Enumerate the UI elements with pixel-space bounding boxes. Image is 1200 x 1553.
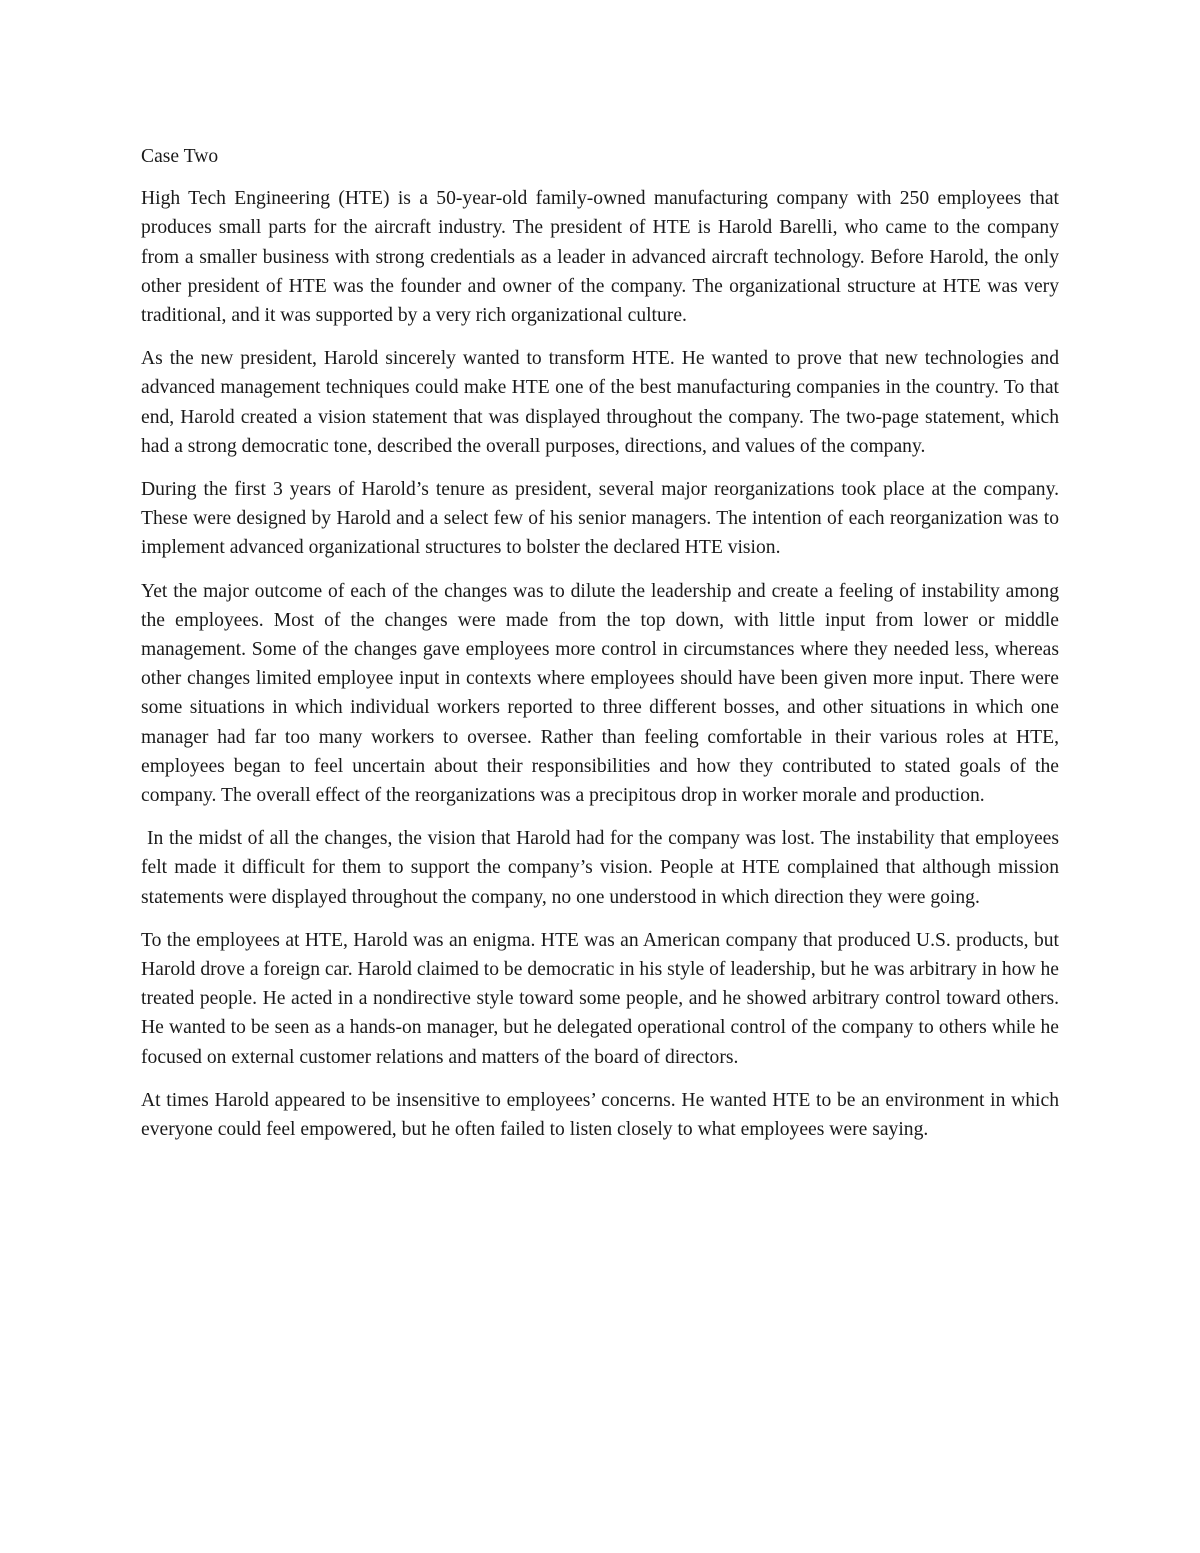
paragraph-1: High Tech Engineering (HTE) is a 50-year-old family-owned manufacturing company with 250 employees that produces small parts for the aircraft industry. The president of HTE is Harold Barelli, who came to the company from a smaller business with strong credentials as a leader in advanced aircraft technology. Before Harold, the only other president of HTE was the founder and owner of the company. The organizational structure at HTE was very traditional, and it was supported by a very rich organizational culture.: [141, 188, 1059, 327]
paragraph-6: To the employees at HTE, Harold was an enigma. HTE was an American company that produced U.S. products, but Harold drove a foreign car. Harold claimed to be democratic in his style of leadership, but he was arbitrary in how he treated people. He acted in a nondirective style toward some people, and he showed arbitrary control toward others. He wanted to be seen as a hands-on manager, but he delegated operational control of the company to others while he focused on external customer relations and matters of the board of directors.: [141, 929, 1059, 1068]
document-title: Case Two: [141, 146, 219, 167]
paragraph-2: As the new president, Harold sincerely wanted to transform HTE. He wanted to prove that new technologies and advanced management techniques could make HTE one of the best manufacturing companies in the country. To that end, Harold created a vision statement that was displayed throughout the company. The two-page statement, which had a strong democratic tone, described the overall purposes, directions, and values of the company.: [141, 348, 1059, 457]
document-body: [141, 142, 1059, 1158]
paragraph-3: During the first 3 years of Harold’s tenure as president, several major reorganizations took place at the company. These were designed by Harold and a select few of his senior managers. The intention of each reorganization was to implement advanced organizational structures to bolster the declared HTE vision.: [141, 479, 1059, 559]
paragraph-5: In the midst of all the changes, the vision that Harold had for the company was lost. The instability that employees felt made it difficult for them to support the company’s vision. People at HTE complained that although mission statements were displayed throughout the company, no one understood in which direction they were going.: [141, 828, 1059, 908]
paragraph-4: Yet the major outcome of each of the changes was to dilute the leadership and create a feeling of instability among the employees. Most of the changes were made from the top down, with little input from lower or middle management. Some of the changes gave employees more control in circumstances where they needed less, whereas other changes limited employee input in contexts where employees should have been given more input. There were some situations in which individual workers reported to three different bosses, and other situations in which one manager had far too many workers to oversee. Rather than feeling comfortable in their various roles at HTE, employees began to feel uncertain about their responsibilities and how they contributed to stated goals of the company. The overall effect of the reorganizations was a precipitous drop in worker morale and production.: [141, 580, 1059, 807]
paragraph-7: At times Harold appeared to be insensitive to employees’ concerns. He wanted HTE to be an environment in which everyone could feel empowered, but he often failed to listen closely to what employees were saying.: [141, 1089, 1059, 1141]
